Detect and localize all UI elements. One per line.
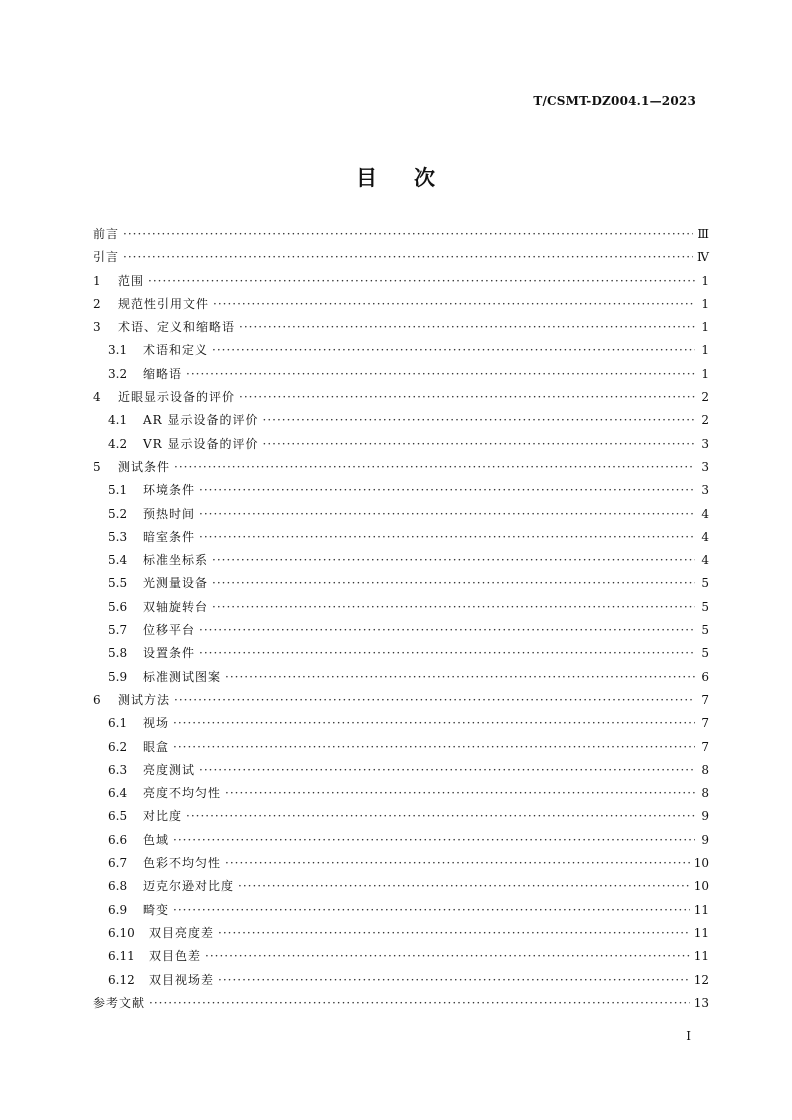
toc-entry-title: 视场 [143, 716, 170, 731]
toc-entry-title: 测试方法 [118, 692, 171, 707]
dot-leader [199, 646, 695, 660]
toc-entry[interactable] [93, 644, 709, 667]
toc-entry-page: 4 [701, 506, 709, 521]
toc-entry[interactable] [93, 901, 709, 924]
toc-entry-title: VR 显示设备的评价 [143, 436, 259, 451]
toc-entry-page: 1 [701, 366, 709, 381]
toc-entry-page: 8 [701, 786, 709, 801]
toc-entry[interactable] [93, 295, 709, 318]
toc-entry[interactable] [93, 388, 709, 411]
toc-entry[interactable] [93, 458, 709, 481]
dot-leader [225, 670, 695, 684]
toc-entry-page: 10 [693, 879, 709, 894]
toc-entry-title: 参考文献 [93, 995, 146, 1010]
toc-entry[interactable] [93, 807, 709, 830]
toc-entry-title: 位移平台 [143, 623, 196, 638]
dot-leader [205, 949, 690, 963]
toc-entry[interactable] [93, 971, 709, 994]
toc-entry[interactable] [93, 831, 709, 854]
dot-leader [173, 903, 690, 917]
toc-entry-page: 1 [701, 296, 709, 311]
toc-entry[interactable] [93, 528, 709, 551]
toc-entry-title: 缩略语 [143, 366, 183, 381]
toc-entry-page: 3 [701, 483, 709, 498]
dot-leader [263, 437, 695, 451]
toc-entry-number: 6.7 [108, 856, 128, 871]
toc-entry-number: 5.7 [108, 623, 128, 638]
toc-entry-title: 迈克尔逊对比度 [143, 879, 235, 894]
toc-entry-page: Ⅲ [697, 227, 709, 241]
toc-entry[interactable] [93, 994, 709, 1017]
toc-entry[interactable] [93, 574, 709, 597]
toc-entry-title: 亮度测试 [143, 762, 196, 777]
toc-entry-number: 5.1 [108, 483, 128, 498]
dot-leader [186, 809, 695, 823]
toc-entry-title: 测试条件 [118, 459, 171, 474]
toc-entry[interactable] [93, 272, 709, 295]
toc-entry-page: 11 [693, 902, 709, 917]
toc-entry-number: 6.12 [108, 972, 135, 987]
page-title [0, 162, 792, 192]
dot-leader [148, 274, 695, 288]
toc-entry-number: 6.1 [108, 716, 128, 731]
toc-entry-page: 1 [701, 343, 709, 358]
toc-entry-title: 标准坐标系 [143, 553, 209, 568]
toc-entry-title: 环境条件 [143, 483, 196, 498]
page-number: I [686, 1029, 691, 1043]
toc-entry[interactable] [93, 714, 709, 737]
toc-entry-page: 7 [701, 716, 709, 731]
dot-leader [173, 716, 695, 730]
toc-entry-title: 双目视场差 [149, 972, 215, 987]
dot-leader [174, 460, 695, 474]
toc-entry-title: 标准测试图案 [143, 669, 222, 684]
toc-entry[interactable] [93, 691, 709, 714]
toc-entry[interactable] [93, 248, 709, 271]
toc-entry-number: 5.3 [108, 529, 128, 544]
toc-entry[interactable] [93, 318, 709, 341]
toc-entry-page: 9 [701, 832, 709, 847]
toc-entry-page: 3 [701, 459, 709, 474]
toc-entry-title: 引言 [93, 250, 120, 265]
toc-entry-title: 近眼显示设备的评价 [118, 390, 236, 405]
toc-entry-page: 3 [701, 436, 709, 451]
toc-entry-page: 7 [701, 739, 709, 754]
toc-entry-number: 3.1 [108, 343, 128, 358]
toc-entry[interactable] [93, 505, 709, 528]
dot-leader [199, 483, 695, 497]
toc-entry-page: 11 [693, 949, 709, 964]
toc-entry-title: 术语和定义 [143, 343, 209, 358]
toc-entry[interactable] [93, 598, 709, 621]
dot-leader [173, 740, 695, 754]
dot-leader [123, 250, 693, 264]
dot-leader [149, 996, 690, 1010]
toc-entry[interactable] [93, 947, 709, 970]
toc-entry-title: 亮度不均匀性 [143, 786, 222, 801]
toc-entry-page: 7 [701, 692, 709, 707]
toc-entry-number: 6.4 [108, 786, 128, 801]
toc-entry[interactable] [93, 225, 709, 248]
toc-entry-title: 双目亮度差 [149, 925, 215, 940]
dot-leader [239, 320, 695, 334]
toc-entry-page: 2 [701, 413, 709, 428]
dot-leader [212, 576, 695, 590]
dot-leader [238, 879, 690, 893]
toc-entry-title: 暗室条件 [143, 529, 196, 544]
title-part-1: 目 [356, 166, 378, 190]
toc-entry[interactable] [93, 411, 709, 434]
toc-entry-title: 眼盒 [143, 739, 170, 754]
toc-entry[interactable] [93, 435, 709, 458]
dot-leader [212, 600, 695, 614]
toc-entry-number: 5.9 [108, 669, 128, 684]
toc-entry-page: 5 [701, 599, 709, 614]
title-part-2: 次 [414, 166, 436, 190]
toc-entry-page: 1 [701, 273, 709, 288]
dot-leader [212, 553, 695, 567]
toc-entry-page: 9 [701, 809, 709, 824]
toc-entry[interactable] [93, 621, 709, 644]
toc-entry-number: 6.10 [108, 925, 135, 940]
dot-leader [199, 763, 695, 777]
dot-leader [199, 623, 695, 637]
toc-entry-number: 6.9 [108, 902, 128, 917]
dot-leader [123, 227, 693, 241]
dot-leader [173, 833, 695, 847]
dot-leader [263, 413, 695, 427]
toc-entry-number: 2 [93, 296, 101, 311]
toc-entry-page: 8 [701, 762, 709, 777]
toc-entry-title: 双目色差 [149, 949, 202, 964]
toc-entry-title: 光测量设备 [143, 576, 209, 591]
toc-entry-page: 13 [693, 995, 709, 1010]
toc-entry[interactable] [93, 854, 709, 877]
standard-code: T/CSMT-DZ004.1—2023 [533, 94, 696, 108]
toc-entry-number: 5.4 [108, 553, 128, 568]
toc-entry-number: 5.8 [108, 646, 128, 661]
toc-entry-number: 3 [93, 320, 101, 335]
toc-entry-number: 5.5 [108, 576, 128, 591]
toc-entry[interactable] [93, 341, 709, 364]
toc-entry-number: 1 [93, 273, 101, 288]
toc-entry[interactable] [93, 365, 709, 388]
toc-entry-page: 5 [701, 646, 709, 661]
toc-entry-number: 6.2 [108, 739, 128, 754]
toc-entry-title: 畸变 [143, 902, 170, 917]
toc-entry-number: 4.2 [108, 436, 128, 451]
toc-entry-title: 术语、定义和缩略语 [118, 320, 236, 335]
dot-leader [213, 297, 695, 311]
dot-leader [239, 390, 695, 404]
toc-entry[interactable] [93, 738, 709, 761]
toc-entry-title: 双轴旋转台 [143, 599, 209, 614]
toc-entry-number: 5 [93, 459, 101, 474]
toc-entry[interactable] [93, 924, 709, 947]
toc-entry-page: 5 [701, 623, 709, 638]
toc-entry-page: 12 [693, 972, 709, 987]
toc-entry-number: 3.2 [108, 366, 128, 381]
dot-leader [199, 507, 695, 521]
toc-entry-title: 规范性引用文件 [118, 296, 210, 311]
toc-entry-page: 1 [701, 320, 709, 335]
toc-entry-number: 6.11 [108, 949, 135, 964]
toc-entry-number: 6.8 [108, 879, 128, 894]
toc-entry-page: 5 [701, 576, 709, 591]
toc-entry[interactable] [93, 668, 709, 691]
dot-leader [199, 530, 695, 544]
toc-entry-page: 2 [701, 390, 709, 405]
toc-entry[interactable] [93, 551, 709, 574]
dot-leader [225, 856, 690, 870]
toc-entry-title: 预热时间 [143, 506, 196, 521]
toc-entry[interactable] [93, 481, 709, 504]
dot-leader [225, 786, 695, 800]
dot-leader [212, 343, 695, 357]
toc-entry-number: 4.1 [108, 413, 128, 428]
toc-entry-number: 4 [93, 390, 101, 405]
dot-leader [218, 926, 690, 940]
dot-leader [186, 367, 695, 381]
toc-entry-number: 5.2 [108, 506, 128, 521]
toc-entry-page: 4 [701, 553, 709, 568]
toc-entry-page: 10 [693, 856, 709, 871]
dot-leader [174, 693, 695, 707]
toc-entry[interactable] [93, 761, 709, 784]
toc-entry[interactable] [93, 784, 709, 807]
toc-entry-title: AR 显示设备的评价 [143, 413, 259, 428]
toc-entry-number: 5.6 [108, 599, 128, 614]
toc-entry-title: 范围 [118, 273, 145, 288]
toc-entry-title: 设置条件 [143, 646, 196, 661]
toc-entry-title: 色域 [143, 832, 170, 847]
toc-entry-page: 6 [701, 669, 709, 684]
toc-entry-title: 前言 [93, 227, 120, 241]
dot-leader [218, 973, 690, 987]
toc-entry-page: Ⅳ [697, 250, 709, 265]
toc-entry[interactable] [93, 877, 709, 900]
toc-entry-number: 6.5 [108, 809, 128, 824]
toc-entry-number: 6.3 [108, 762, 128, 777]
toc-entry-title: 对比度 [143, 809, 183, 824]
toc-entry-title: 色彩不均匀性 [143, 856, 222, 871]
toc-entry-number: 6 [93, 692, 101, 707]
toc-entry-page: 4 [701, 529, 709, 544]
table-of-contents [93, 225, 709, 1017]
toc-entry-page: 11 [693, 925, 709, 940]
toc-entry-number: 6.6 [108, 832, 128, 847]
